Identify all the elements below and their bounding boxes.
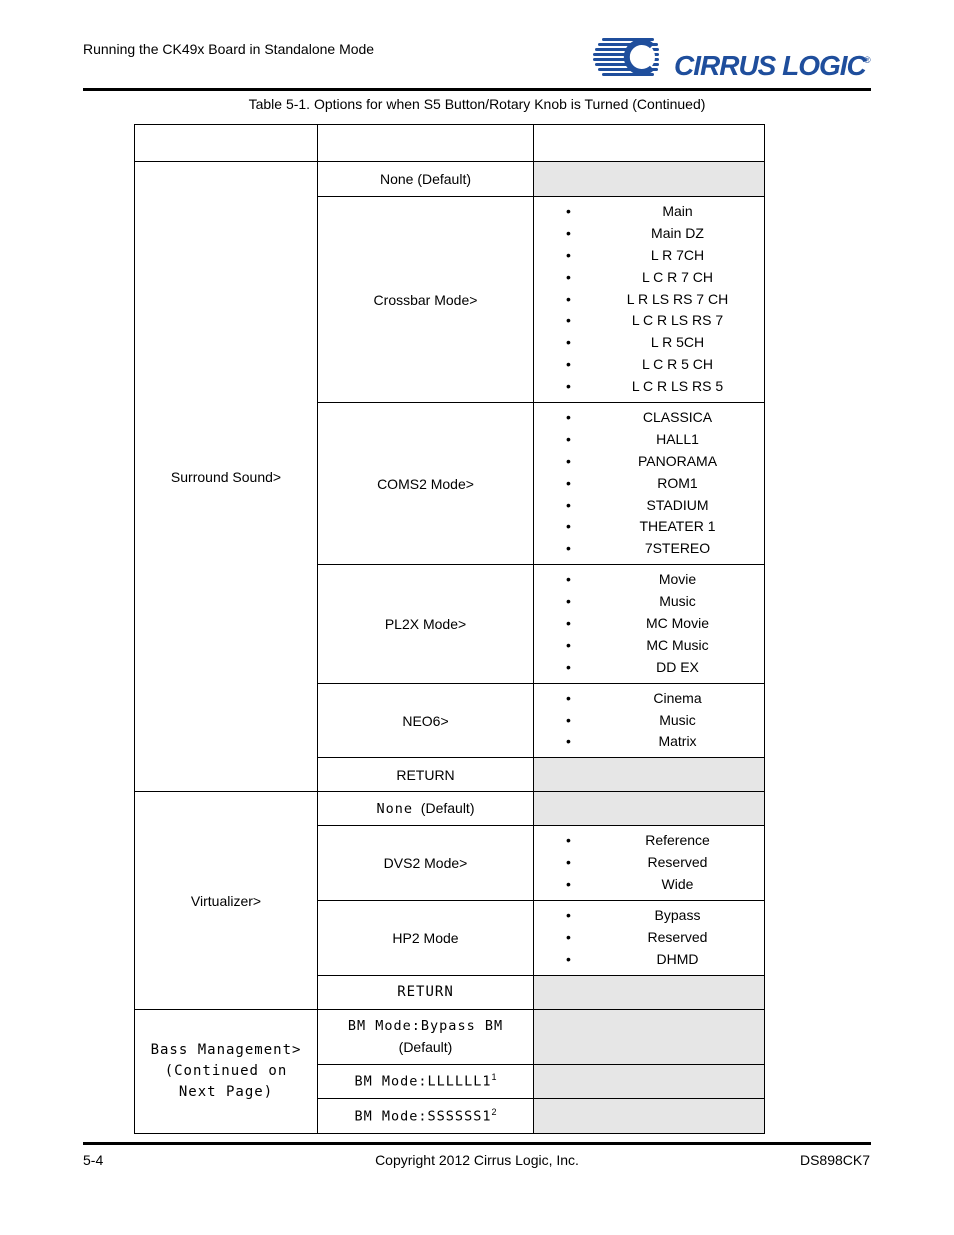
empty-shaded-cell bbox=[534, 792, 765, 826]
list-item: • Cinema bbox=[534, 688, 764, 710]
list-item: • L R 7CH bbox=[534, 245, 764, 267]
table-row bbox=[135, 162, 765, 197]
list-item: • DHMD bbox=[534, 949, 764, 971]
list-item: • Main bbox=[534, 201, 764, 223]
list-item: • L C R LS RS 7 bbox=[534, 310, 764, 332]
neo6-options-list bbox=[534, 684, 764, 758]
list-item: • L R 5CH bbox=[534, 332, 764, 354]
footer-rule bbox=[83, 1142, 871, 1145]
options-table bbox=[134, 124, 765, 1134]
surround-sound-cell: Surround Sound> bbox=[135, 162, 318, 792]
table-header-row bbox=[135, 125, 765, 162]
list-item: • 7STEREO bbox=[534, 538, 764, 560]
coms2-mode-cell: COMS2 Mode> bbox=[318, 403, 534, 565]
bass-label-line: Next Page) bbox=[178, 1083, 274, 1100]
list-item: • DD EX bbox=[534, 657, 764, 679]
header-rule bbox=[83, 88, 871, 91]
virtualizer-cell: Virtualizer> bbox=[135, 792, 318, 1009]
list-item: • Bypass bbox=[534, 905, 764, 927]
list-item: • PANORAMA bbox=[534, 451, 764, 473]
crossbar-options-cell bbox=[534, 197, 765, 403]
list-item: • Reserved bbox=[534, 852, 764, 874]
empty-shaded-cell bbox=[534, 975, 765, 1009]
table-row bbox=[135, 1009, 765, 1064]
list-item: • Reserved bbox=[534, 927, 764, 949]
virtualizer-none-default: (Default) bbox=[420, 800, 475, 817]
dvs2-options-list bbox=[534, 826, 764, 900]
table-row bbox=[135, 792, 765, 826]
bm-s-cell bbox=[318, 1098, 534, 1133]
list-item: • Matrix bbox=[534, 731, 764, 753]
bm-l-cell bbox=[318, 1064, 534, 1098]
dvs2-mode-cell: DVS2 Mode> bbox=[318, 826, 534, 901]
list-item: • L R LS RS 7 CH bbox=[534, 289, 764, 311]
virtualizer-none-cell bbox=[318, 792, 534, 826]
page-number: 5-4 bbox=[83, 1152, 104, 1168]
list-item: • L C R LS RS 5 bbox=[534, 376, 764, 398]
hp2-options-cell bbox=[534, 901, 765, 976]
bass-management-cell bbox=[135, 1009, 318, 1133]
list-item: • Music bbox=[534, 591, 764, 613]
bass-label-line: Bass Management> bbox=[150, 1041, 302, 1058]
logo-wordmark: CIRRUS LOGIC bbox=[674, 50, 866, 81]
bm-bypass-default: (Default) bbox=[398, 1038, 453, 1055]
pl2x-mode-cell: PL2X Mode> bbox=[318, 565, 534, 683]
neo6-options-cell bbox=[534, 683, 765, 758]
bm-s-code: BM Mode:SSSSSS1 bbox=[354, 1108, 492, 1125]
virtualizer-none-code: None bbox=[376, 801, 414, 818]
list-item: • Main DZ bbox=[534, 223, 764, 245]
bm-bypass-cell bbox=[318, 1009, 534, 1064]
header-cell bbox=[135, 125, 318, 162]
list-item: • L C R 5 CH bbox=[534, 354, 764, 376]
document-id: DS898CK7 bbox=[799, 1152, 870, 1168]
pl2x-options-cell bbox=[534, 565, 765, 683]
coms2-options-cell bbox=[534, 403, 765, 565]
logo-registered-mark: ® bbox=[864, 55, 871, 65]
logo-swoosh-icon bbox=[590, 32, 680, 82]
dvs2-options-cell bbox=[534, 826, 765, 901]
list-item: • HALL1 bbox=[534, 429, 764, 451]
empty-shaded-cell bbox=[534, 162, 765, 197]
copyright: Copyright 2012 Cirrus Logic, Inc. bbox=[375, 1152, 579, 1168]
empty-shaded-cell bbox=[534, 1064, 765, 1098]
list-item: • Wide bbox=[534, 874, 764, 896]
crossbar-mode-cell: Crossbar Mode> bbox=[318, 197, 534, 403]
pl2x-options-list bbox=[534, 565, 764, 682]
list-item: • CLASSICA bbox=[534, 407, 764, 429]
virtualizer-return-cell: RETURN bbox=[318, 975, 534, 1009]
empty-shaded-cell bbox=[534, 1009, 765, 1064]
bass-label-line: (Continued on bbox=[164, 1062, 288, 1079]
list-item: • MC Music bbox=[534, 635, 764, 657]
footnote-ref: 1 bbox=[491, 1072, 497, 1083]
bm-bypass-code: BM Mode:Bypass BM bbox=[347, 1017, 504, 1034]
list-item: • THEATER 1 bbox=[534, 516, 764, 538]
list-item: • STADIUM bbox=[534, 495, 764, 517]
coms2-options-list bbox=[534, 403, 764, 564]
surround-return-cell: RETURN bbox=[318, 758, 534, 792]
running-title: Running the CK49x Board in Standalone Mode bbox=[83, 41, 375, 57]
cirrus-logic-logo bbox=[590, 32, 875, 82]
footnote-ref: 2 bbox=[491, 1106, 497, 1117]
hp2-mode-cell: HP2 Mode bbox=[318, 901, 534, 976]
surround-none-cell: None (Default) bbox=[318, 162, 534, 197]
list-item: • Movie bbox=[534, 569, 764, 591]
header-cell bbox=[318, 125, 534, 162]
list-item: • MC Movie bbox=[534, 613, 764, 635]
crossbar-options-list bbox=[534, 197, 764, 402]
hp2-options-list bbox=[534, 901, 764, 975]
empty-shaded-cell bbox=[534, 758, 765, 792]
bm-l-code: BM Mode:LLLLLL1 bbox=[354, 1074, 492, 1091]
list-item: • Reference bbox=[534, 830, 764, 852]
neo6-cell: NEO6> bbox=[318, 683, 534, 758]
empty-shaded-cell bbox=[534, 1098, 765, 1133]
header-cell bbox=[534, 125, 765, 162]
list-item: • ROM1 bbox=[534, 473, 764, 495]
table-caption: Table 5-1. Options for when S5 Button/Rotary Knob is Turned (Continued) bbox=[248, 96, 706, 112]
list-item: • L C R 7 CH bbox=[534, 267, 764, 289]
list-item: • Music bbox=[534, 710, 764, 732]
